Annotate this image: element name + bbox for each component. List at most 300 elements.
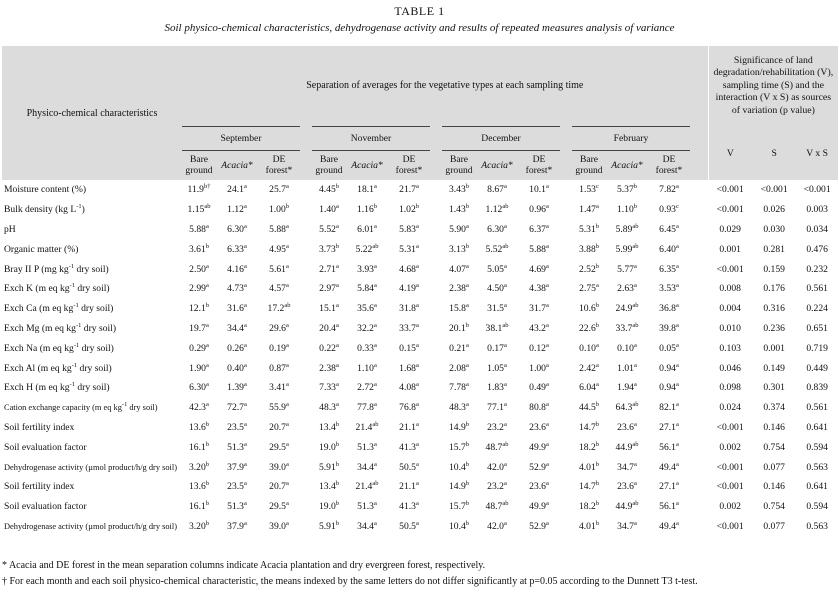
spacer [430, 477, 442, 497]
cell-value: 51.3$^a$ [357, 499, 377, 513]
cell-value: 1.83$^a$ [487, 381, 507, 394]
table-row [2, 517, 838, 537]
row-label: Organic matter (%) [4, 243, 79, 255]
spacer [690, 319, 708, 339]
row-label: Exch H (m eq $kg^{-1}$ dry soil) [4, 381, 110, 394]
p-value: <0.001 [716, 520, 744, 532]
cell-value: 5.31$^b$ [578, 222, 600, 235]
cell-value: 0.49$^a$ [529, 381, 549, 394]
p-value: 0.001 [763, 342, 785, 354]
spacer [300, 180, 312, 200]
cell-value: 0.29$^a$ [189, 341, 209, 354]
cell-value: 39.0$^a$ [269, 519, 289, 532]
cell-value: 23.2$^a$ [487, 480, 507, 493]
row-label: Moisture content (%) [4, 184, 87, 196]
cell-value: 20.7$^a$ [269, 480, 289, 493]
row-label: Exch Al (m eq $kg^{-1}$ dry soil) [4, 361, 112, 374]
p-value: <0.001 [760, 184, 788, 196]
row-label: Exch Na (m eq $kg^{-1}$ dry soil) [4, 341, 114, 354]
spacer [560, 477, 572, 497]
p-value: 0.594 [806, 441, 828, 453]
spacer [300, 477, 312, 497]
table-row [2, 398, 838, 418]
cell-value: 1.68$^a$ [399, 361, 419, 374]
cell-value: 1.12$^a$ [227, 203, 247, 216]
p-value: 0.561 [806, 283, 828, 295]
spacer [690, 477, 708, 497]
cell-value: 52.9$^a$ [529, 460, 549, 473]
spacer [300, 220, 312, 240]
month-september: September [182, 126, 300, 150]
spacer [690, 517, 708, 537]
cell-value: 3.13$^b$ [448, 242, 470, 255]
cell-value: 56.1$^a$ [659, 440, 679, 453]
cell-value: 21.4$^{ab}$ [355, 420, 379, 433]
p-value: <0.001 [716, 263, 744, 275]
spacer [430, 299, 442, 319]
type-header: DE forest* [518, 150, 560, 180]
cell-value: 20.4$^a$ [319, 321, 339, 334]
cell-value: 76.8$^a$ [399, 400, 419, 414]
cell-value: 13.6$^b$ [188, 480, 210, 493]
cell-value: 0.17$^a$ [487, 341, 507, 354]
cell-value: 1.02$^b$ [398, 203, 420, 216]
cell-value: 6.30$^a$ [227, 222, 247, 235]
cell-value: 48.7$^{ab}$ [485, 440, 509, 453]
cell-value: 5.89$^{ab}$ [615, 222, 639, 235]
cell-value: 23.5$^a$ [227, 420, 247, 433]
cell-value: 1.47$^a$ [579, 203, 599, 216]
cell-value: 18.2$^b$ [578, 499, 600, 513]
cell-value: 5.88$^a$ [269, 222, 289, 235]
cell-value: 0.26$^a$ [227, 341, 247, 354]
cell-value: 16.1$^b$ [188, 440, 210, 453]
p-value: 0.839 [806, 382, 828, 394]
cell-value: 6.45$^a$ [659, 222, 679, 235]
spacer [560, 279, 572, 299]
cell-value: 19.0$^b$ [318, 440, 340, 453]
cell-value: 2.97$^a$ [319, 282, 339, 295]
spacer [430, 180, 442, 200]
cell-value: 0.33$^a$ [357, 341, 377, 354]
cell-value: 4.73$^a$ [227, 282, 247, 295]
cell-value: $11.9^{b\dagger}$ [187, 183, 211, 196]
cell-value: 5.52$^{ab}$ [485, 242, 509, 255]
spacer [690, 200, 708, 220]
cell-value: 0.93$^c$ [659, 203, 679, 216]
cell-value: 1.10$^a$ [357, 361, 377, 374]
cell-value: 44.9$^{ab}$ [615, 499, 639, 513]
spacer [690, 398, 708, 418]
cell-value: 13.4$^b$ [318, 480, 340, 493]
cell-value: 5.88$^a$ [189, 222, 209, 235]
cell-value: 4.38$^a$ [529, 282, 549, 295]
cell-value: 7.82$^a$ [659, 183, 679, 196]
spacer [560, 299, 572, 319]
p-value: 0.029 [719, 223, 741, 235]
p-value: 0.004 [719, 303, 741, 315]
spacer [690, 220, 708, 240]
p-value: 0.301 [763, 382, 785, 394]
cell-value: 6.30$^a$ [487, 222, 507, 235]
table-row [2, 319, 838, 339]
cell-value: 10.1$^a$ [529, 183, 549, 196]
p-value: 0.026 [763, 204, 785, 216]
spacer [690, 418, 708, 438]
cell-value: 51.3$^a$ [227, 499, 247, 513]
spacer [430, 378, 442, 398]
cell-value: 31.6$^a$ [227, 301, 247, 315]
cell-value: 5.61$^a$ [269, 262, 289, 275]
p-value: 0.146 [763, 421, 785, 433]
cell-value: 42.3$^a$ [189, 400, 209, 414]
spacer [690, 150, 708, 180]
spacer [300, 259, 312, 279]
spacer [560, 358, 572, 378]
cell-value: 23.6$^a$ [617, 480, 637, 493]
spacer [300, 338, 312, 358]
spacer [430, 517, 442, 537]
p-value: 0.754 [763, 501, 785, 513]
type-header: Bare ground [182, 150, 216, 180]
cell-value: 23.6$^a$ [529, 420, 549, 433]
cell-value: 35.6$^a$ [357, 301, 377, 315]
row-label: Soil fertility index [4, 421, 75, 433]
cell-value: 5.22$^{ab}$ [355, 242, 379, 255]
type-header: Acacia* [606, 150, 648, 180]
cell-value: 0.05$^a$ [659, 341, 679, 354]
cell-value: 10.4$^b$ [448, 519, 470, 532]
spacer [430, 220, 442, 240]
cell-value: 21.4$^{ab}$ [355, 480, 379, 493]
cell-value: 15.7$^b$ [448, 499, 470, 513]
cell-value: 3.41$^a$ [269, 381, 289, 394]
p-value: <0.001 [716, 481, 744, 493]
p-value: 0.232 [806, 263, 828, 275]
spacer [560, 180, 572, 200]
type-header: Bare ground [442, 150, 476, 180]
cell-value: 3.93$^a$ [357, 262, 377, 275]
cell-value: 2.50$^a$ [189, 262, 209, 275]
cell-value: 2.08$^a$ [449, 361, 469, 374]
p-value: 0.034 [806, 223, 828, 235]
p-value: 0.594 [806, 501, 828, 513]
spacer [300, 150, 312, 180]
cell-value: 34.4$^a$ [357, 460, 377, 473]
cell-value: 1.15$^{ab}$ [187, 203, 211, 216]
cell-value: 0.94$^a$ [659, 361, 679, 374]
cell-value: 29.6$^a$ [269, 321, 289, 334]
cell-value: 41.3$^a$ [399, 499, 419, 513]
type-header: DE forest* [258, 150, 300, 180]
cell-value: 6.33$^a$ [227, 242, 247, 255]
cell-value: 5.88$^a$ [529, 242, 549, 255]
spacer [300, 457, 312, 477]
cell-value: 48.7$^{ab}$ [485, 499, 509, 513]
row-label: Soil fertility index [4, 481, 75, 493]
p-value: 0.719 [806, 342, 828, 354]
footnote-dunnett: † For each month and each soil physico-chemical characteristic, the means indexed by the same letters do not differ significantly at p=0.05 according to the Dunnett T3 t-test. [2, 576, 698, 587]
cell-value: 12.1$^b$ [188, 301, 210, 315]
cell-value: 2.38$^a$ [319, 361, 339, 374]
cell-value: 55.9$^a$ [269, 400, 289, 414]
spacer [560, 398, 572, 418]
table-row [2, 259, 838, 279]
cell-value: 0.40$^a$ [227, 361, 247, 374]
table-caption: Soil physico-chemical characteristics, dehydrogenase activity and results of repeated measures analysis of variance [164, 22, 675, 34]
type-header: Acacia* [476, 150, 518, 180]
cell-value: 77.8$^a$ [357, 400, 377, 414]
spacer [430, 319, 442, 339]
cell-value: 37.9$^a$ [227, 460, 247, 473]
cell-value: 48.3$^a$ [449, 400, 469, 414]
cell-value: 31.5$^a$ [487, 301, 507, 315]
cell-value: 14.7$^b$ [578, 480, 600, 493]
spacer [430, 497, 442, 517]
cell-value: 50.5$^a$ [399, 519, 419, 532]
spacer [560, 457, 572, 477]
spacer [560, 437, 572, 457]
cell-value: 39.8$^a$ [659, 321, 679, 334]
p-value: 0.754 [763, 441, 785, 453]
cell-value: 0.21$^a$ [449, 341, 469, 354]
type-header: Acacia* [346, 150, 388, 180]
spacer [560, 200, 572, 220]
cell-value: 80.8$^a$ [529, 400, 549, 414]
cell-value: 5.90$^a$ [449, 222, 469, 235]
cell-value: 19.7$^a$ [189, 321, 209, 334]
cell-value: 14.7$^b$ [578, 420, 600, 433]
p-value: 0.641 [806, 421, 828, 433]
cell-value: 0.10$^a$ [617, 341, 637, 354]
p-value: 0.476 [806, 243, 828, 255]
spacer [300, 319, 312, 339]
cell-value: 3.20$^b$ [188, 519, 210, 532]
cell-value: 2.71$^a$ [319, 262, 339, 275]
cell-value: 2.75$^a$ [579, 282, 599, 295]
spacer [690, 338, 708, 358]
cell-value: 34.7$^a$ [617, 460, 637, 473]
cell-value: 44.5$^b$ [578, 400, 600, 414]
p-value: <0.001 [803, 184, 831, 196]
p-value: 0.003 [806, 204, 828, 216]
cell-value: 4.19$^a$ [399, 282, 419, 295]
table-row [2, 437, 838, 457]
p-value: 0.159 [763, 263, 785, 275]
cell-value: 23.6$^a$ [529, 480, 549, 493]
type-header: DE forest* [388, 150, 430, 180]
cell-value: 42.0$^a$ [487, 519, 507, 532]
cell-value: 18.2$^b$ [578, 440, 600, 453]
table-row [2, 279, 838, 299]
p-value: 0.641 [806, 481, 828, 493]
cell-value: 1.00$^a$ [529, 361, 549, 374]
cell-value: 27.1$^a$ [659, 420, 679, 433]
cell-value: 0.96$^a$ [529, 203, 549, 216]
cell-value: 29.5$^a$ [269, 440, 289, 453]
cell-value: 1.90$^a$ [189, 361, 209, 374]
table-row [2, 497, 838, 517]
table-row [2, 477, 838, 497]
cell-value: 20.1$^b$ [448, 321, 470, 334]
spacer [430, 200, 442, 220]
cell-value: 13.6$^b$ [188, 420, 210, 433]
spacer [430, 437, 442, 457]
p-value: 0.046 [719, 362, 741, 374]
cell-value: 19.0$^b$ [318, 499, 340, 513]
cell-value: 2.99$^a$ [189, 282, 209, 295]
cell-value: 0.10$^a$ [579, 341, 599, 354]
cell-value: 0.19$^a$ [269, 341, 289, 354]
cell-value: 3.73$^b$ [318, 242, 340, 255]
header-significance: Significance of land degradation/rehabilitation (V), sampling time (S) and the interaction (V x S) as sources of variation (p value) [708, 46, 838, 126]
row-label: Dehydrogenase activity (µmol product/h/g dry soil) [4, 521, 177, 531]
cell-value: 4.07$^a$ [449, 262, 469, 275]
cell-value: 3.20$^b$ [188, 460, 210, 473]
cell-value: 5.99$^{ab}$ [615, 242, 639, 255]
cell-value: 31.8$^a$ [399, 301, 419, 315]
table-row [2, 378, 838, 398]
spacer [300, 239, 312, 259]
cell-value: 82.1$^a$ [659, 400, 679, 414]
row-label: Soil evaluation factor [4, 441, 87, 453]
cell-value: 27.1$^a$ [659, 480, 679, 493]
p-value: 0.563 [806, 461, 828, 473]
p-value: 0.449 [806, 362, 828, 374]
cell-value: 31.7$^a$ [529, 301, 549, 315]
cell-value: 37.9$^a$ [227, 519, 247, 532]
cell-value: 23.5$^a$ [227, 480, 247, 493]
spacer [560, 497, 572, 517]
cell-value: 1.05$^a$ [487, 361, 507, 374]
month-november: November [312, 126, 430, 150]
cell-value: 13.4$^b$ [318, 420, 340, 433]
cell-value: 1.43$^b$ [448, 203, 470, 216]
cell-value: 21.7$^a$ [399, 183, 419, 196]
cell-value: 4.01$^b$ [578, 460, 600, 473]
cell-value: 34.4$^a$ [227, 321, 247, 334]
cell-value: 39.0$^a$ [269, 460, 289, 473]
cell-value: 17.2$^{ab}$ [267, 301, 291, 315]
cell-value: 4.69$^a$ [529, 262, 549, 275]
type-header: Acacia* [216, 150, 258, 180]
cell-value: 15.1$^a$ [319, 301, 339, 315]
cell-value: 0.22$^a$ [319, 341, 339, 354]
spacer [690, 378, 708, 398]
cell-value: 38.1$^{ab}$ [485, 321, 509, 334]
cell-value: 72.7$^a$ [227, 400, 247, 414]
spacer [300, 437, 312, 457]
cell-value: 4.68$^a$ [399, 262, 419, 275]
p-value: 0.176 [763, 283, 785, 295]
spacer [690, 279, 708, 299]
cell-value: 0.12$^a$ [529, 341, 549, 354]
row-label: Bray II P (mg $kg^{-1}$ dry soil) [4, 262, 109, 275]
cell-value: 4.45$^b$ [318, 183, 340, 196]
p-value: 0.224 [806, 303, 828, 315]
spacer [560, 338, 572, 358]
row-label: Exch K (m eq $kg^{-1}$ dry soil) [4, 282, 110, 295]
cell-value: 49.4$^a$ [659, 519, 679, 532]
cell-value: 1.00$^b$ [268, 203, 290, 216]
table-row [2, 299, 838, 319]
cell-value: 42.0$^a$ [487, 460, 507, 473]
spacer [300, 398, 312, 418]
row-label: Exch Ca (m eq $kg^{-1}$ dry soil) [4, 301, 114, 315]
cell-value: 0.15$^a$ [399, 341, 419, 354]
table-header [2, 46, 838, 180]
table-row [2, 220, 838, 240]
p-value: 0.008 [719, 283, 741, 295]
spacer [690, 497, 708, 517]
p-value: 0.002 [719, 501, 741, 513]
spacer [430, 457, 442, 477]
type-header: DE forest* [648, 150, 690, 180]
p-value: 0.236 [763, 322, 785, 334]
p-value: 0.002 [719, 441, 741, 453]
spacer [430, 239, 442, 259]
spacer [300, 299, 312, 319]
spacer [560, 517, 572, 537]
cell-value: 5.84$^a$ [357, 282, 377, 295]
p-value: 0.149 [763, 362, 785, 374]
p-value: 0.098 [719, 382, 741, 394]
spacer [300, 279, 312, 299]
spacer [690, 180, 708, 200]
spacer [300, 497, 312, 517]
cell-value: 34.7$^a$ [617, 519, 637, 532]
spacer [690, 239, 708, 259]
cell-value: 2.42$^a$ [579, 361, 599, 374]
spacer [560, 259, 572, 279]
cell-value: 16.1$^b$ [188, 499, 210, 513]
type-header: Bare ground [572, 150, 606, 180]
cell-value: 1.53$^c$ [579, 183, 599, 196]
cell-value: 49.9$^a$ [529, 440, 549, 453]
cell-value: 6.35$^a$ [659, 262, 679, 275]
header-characteristics: Physico-chemical characteristics [2, 46, 182, 180]
p-value: <0.001 [716, 421, 744, 433]
spacer [690, 299, 708, 319]
spacer [560, 418, 572, 438]
p-value: 0.001 [719, 243, 741, 255]
cell-value: 14.9$^b$ [448, 420, 470, 433]
cell-value: 4.16$^a$ [227, 262, 247, 275]
cell-value: 18.1$^a$ [357, 183, 377, 196]
p-value: 0.651 [806, 322, 828, 334]
table-body [2, 180, 838, 536]
cell-value: 4.95$^a$ [269, 242, 289, 255]
cell-value: 24.1$^a$ [227, 183, 247, 196]
table-row [2, 358, 838, 378]
p-value: 0.316 [763, 303, 785, 315]
spacer [300, 418, 312, 438]
cell-value: 64.3$^{ab}$ [615, 400, 639, 414]
p-value: 0.281 [763, 243, 785, 255]
cell-value: 51.3$^a$ [357, 440, 377, 453]
cell-value: 52.9$^a$ [529, 519, 549, 532]
cell-value: 36.8$^a$ [659, 301, 679, 315]
cell-value: 21.1$^a$ [399, 420, 419, 433]
spacer [430, 150, 442, 180]
spacer [300, 358, 312, 378]
cell-value: 5.52$^a$ [319, 222, 339, 235]
cell-value: 1.12$^{ab}$ [485, 203, 509, 216]
p-value: <0.001 [716, 184, 744, 196]
cell-value: 1.40$^a$ [319, 203, 339, 216]
p-value: 0.146 [763, 481, 785, 493]
p-value: 0.024 [719, 402, 741, 414]
